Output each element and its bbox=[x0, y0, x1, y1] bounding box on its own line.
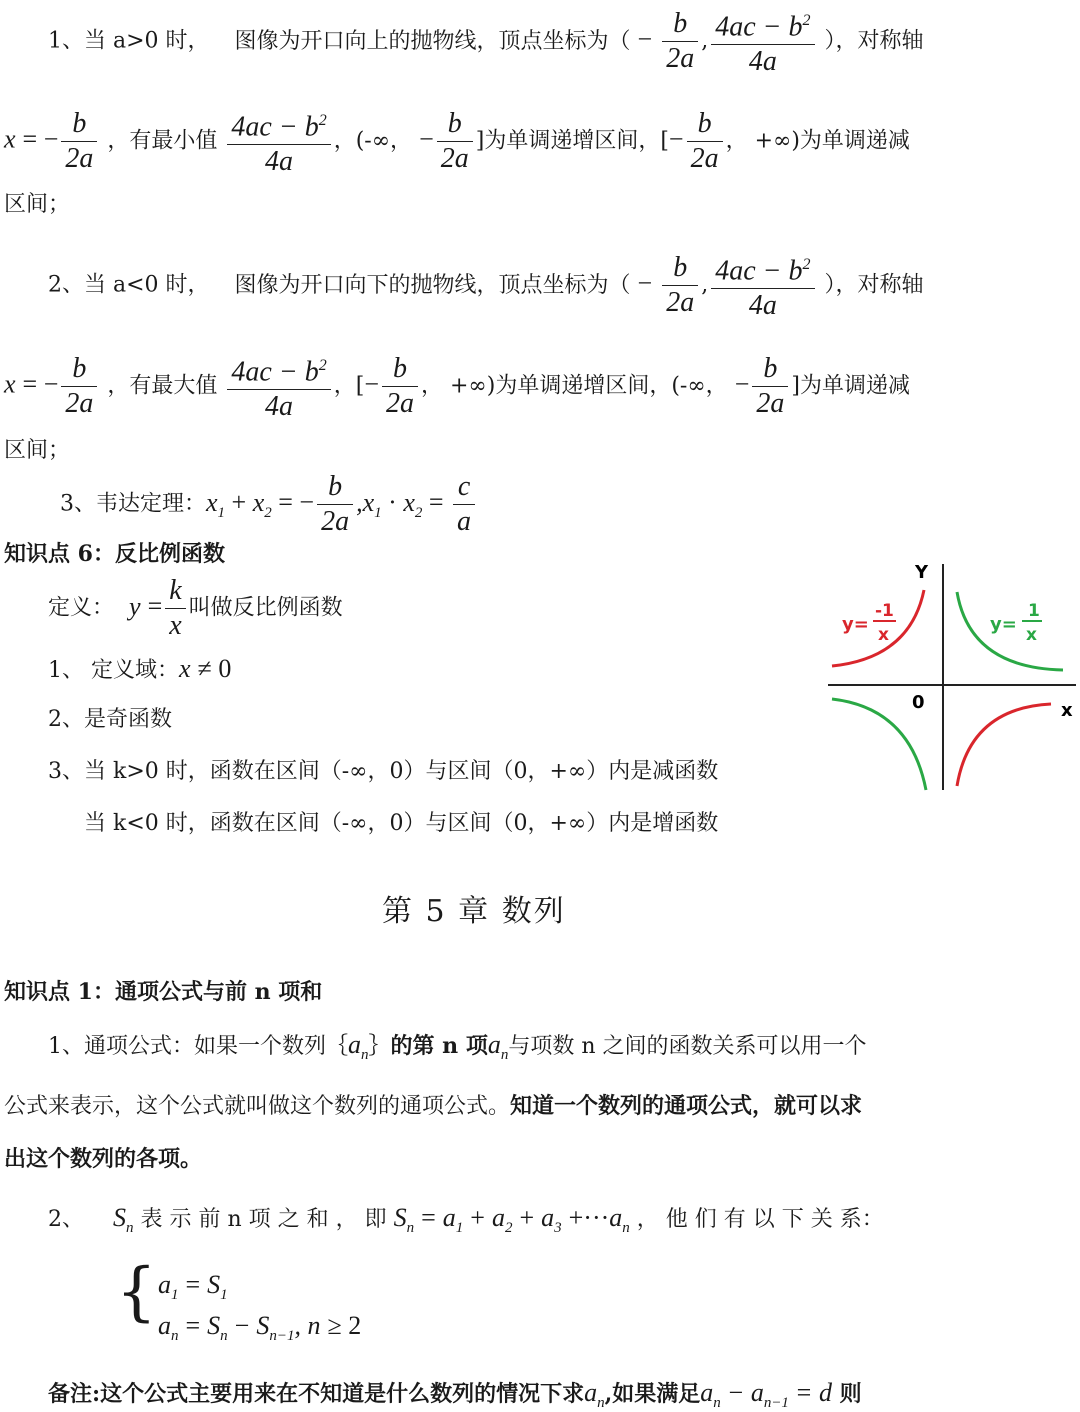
item1-min-label: ，有最小值 bbox=[107, 128, 218, 154]
note-b: ,如果满足 bbox=[604, 1381, 701, 1407]
sec6-definition: 定义： y = $\frac{k}{x}$ 叫做反比例函数 bbox=[48, 575, 343, 641]
note-a: 备注:这个公式主要用来在不知道是什么数列的情况下求 bbox=[48, 1381, 585, 1407]
axis-fraction: $\frac{b}{2a}$ bbox=[61, 107, 97, 176]
fraction-b-2a: $\frac{b}{2a}$ bbox=[437, 107, 473, 176]
p1e: 公式来表示，这个公式就叫做这个数列的通项公式。 bbox=[4, 1094, 511, 1119]
p1a: 1、通项公式：如果一个数列｛ bbox=[48, 1034, 348, 1059]
fraction-4ac-b2-4a: $\frac{4ac - b^2}{4a}$ bbox=[711, 248, 814, 323]
item2-dec: ]为单调递减 bbox=[791, 373, 910, 399]
label-pos-k-denominator: x bbox=[1026, 625, 1037, 645]
sec1-p1-line1: 1、通项公式：如果一个数列$\{a_n\}$的第 n 项$a_n$与项数 n 之间的函数关系可以用一个 bbox=[48, 1030, 867, 1064]
item1-line2: x = − $\frac{b}{2a}$ ，有最小值 $\frac{4ac - b^2}{4a}$ ，(-∞， − $\frac{b}{2a}$ ]为单调递增区间，[− $\frac{b}{2a}$ ， +∞)为单调递减 bbox=[4, 104, 910, 179]
sec1-p1-line2 bbox=[4, 1095, 862, 1118]
label-neg-k-prefix: y= bbox=[842, 614, 869, 635]
item1-inc: ]为单调递增区间，[ bbox=[475, 128, 669, 154]
vieta-line: 3、韦达定理：$x_1 + x_2$ = − $\frac{b}{2a}$ $,x_1 \cdot x_2$ = $\frac{c}{a}$ bbox=[60, 470, 478, 539]
p1b: ｝ bbox=[368, 1034, 391, 1059]
p2c: ， 他 们 有 以 下 关 系： bbox=[636, 1207, 884, 1232]
item1-lead: 1、当 a>0 时， bbox=[48, 28, 210, 54]
note-c: 则 bbox=[839, 1381, 862, 1407]
fraction-b-2a: $\frac{b}{2a}$ bbox=[662, 251, 698, 320]
p2b: 表 示 前 n 项 之 和 ， 即 bbox=[140, 1207, 387, 1232]
p1f: 知道一个数列的通项公式，就可以求 bbox=[510, 1093, 863, 1119]
fraction-b-2a: $\frac{b}{2a}$ bbox=[382, 352, 418, 421]
item2-tail: ），对称轴 bbox=[824, 272, 924, 298]
label-neg-k bbox=[842, 601, 896, 645]
sec1-p2: 2、 $S_n$ 表 示 前 n 项 之 和 ， 即 $S_n = a_1 + a_2 + a_3 +\cdot\cdot\cdot a_n$ ， 他 们 有 以 下 关 系： bbox=[48, 1203, 884, 1237]
fraction-k-x: $\frac{k}{x}$ bbox=[165, 574, 185, 643]
sec6-p2: 2、是奇函数 bbox=[48, 707, 172, 732]
item2-line1: 2、当 a<0 时， 图像为开口向下的抛物线，顶点坐标为（ − $\frac{b}{2a}$ , $\frac{4ac - b^2}{4a}$ ），对称轴 bbox=[48, 248, 924, 323]
item1-wrap: 区间； bbox=[4, 192, 71, 217]
system-eq2: $a_n = S_n - S_{n-1}$, n ≥ 2 bbox=[158, 1311, 362, 1345]
label-pos-k-prefix: y= bbox=[990, 614, 1017, 635]
vertex-y-fraction: $\frac{4ac - b^2}{4a}$ bbox=[711, 4, 814, 79]
item2-inc: )为单调递增区间，( bbox=[486, 373, 680, 399]
max-value-fraction: $\frac{4ac - b^2}{4a}$ bbox=[227, 349, 330, 424]
label-neg-k-denominator: x bbox=[878, 625, 889, 645]
fraction-b-2a: $\frac{b}{2a}$ bbox=[752, 352, 788, 421]
sec6-p3b: 当 k<0 时，函数在区间（-∞，0）与区间（0，+∞）内是增函数 bbox=[84, 811, 719, 836]
chapter-title: 第 5 章 数列 bbox=[382, 894, 566, 929]
item1-line1: 1、当 a>0 时， 图像为开口向上的抛物线，顶点坐标为（ − $\frac{b}{2a}$ , $\frac{4ac - b^2}{4a}$ ），对称轴 bbox=[48, 4, 924, 79]
min-value-fraction: $\frac{4ac - b^2}{4a}$ bbox=[227, 104, 330, 179]
fraction-b-2a: $\frac{b}{2a}$ bbox=[687, 107, 723, 176]
hyperbola-graph bbox=[820, 558, 1080, 798]
item1-tail: ），对称轴 bbox=[824, 28, 924, 54]
curve-neg-k-lower-right bbox=[957, 704, 1051, 786]
item2-lead: 2、当 a<0 时， bbox=[48, 272, 210, 298]
label-neg-k-numerator: -1 bbox=[875, 601, 894, 621]
fraction-b-2a: $\frac{b}{2a}$ bbox=[61, 352, 97, 421]
system-eq1: $a_1 = S_1$ bbox=[158, 1270, 228, 1304]
sec1-heading: 知识点 1：通项公式与前 n 项和 bbox=[4, 979, 323, 1005]
sec6-heading: 知识点 6：反比例函数 bbox=[4, 541, 225, 567]
label-pos-k bbox=[990, 601, 1042, 645]
def-label: 定义： bbox=[48, 595, 115, 621]
system-brace: { bbox=[116, 1255, 157, 1329]
item2-desc: 图像为开口向下的抛物线，顶点坐标为（ bbox=[234, 272, 631, 298]
item1-dec: 为单调递减 bbox=[799, 128, 910, 154]
item2-wrap: 区间； bbox=[4, 438, 71, 463]
sec6-p3a: 3、当 k>0 时，函数在区间（-∞，0）与区间（0，+∞）内是减函数 bbox=[48, 759, 719, 784]
item2-line2: x = − $\frac{b}{2a}$ ，有最大值 $\frac{4ac - b^2}{4a}$ ，[− $\frac{b}{2a}$ ， +∞)为单调递增区间，(-∞， − $\frac{b}{2a}$ ]为单调递减 bbox=[4, 349, 910, 424]
def-suffix: 叫做反比例函数 bbox=[188, 595, 343, 621]
sec6-p1: 1、 定义域：x ≠ 0 bbox=[48, 654, 232, 683]
p1-label: 1、 定义域： bbox=[48, 658, 179, 683]
y-axis-label: Y bbox=[915, 562, 929, 583]
item2-max-label: ，有最大值 bbox=[107, 373, 218, 399]
vieta-lead: 3、韦达定理： bbox=[60, 491, 206, 517]
fraction-c-a: $\frac{c}{a}$ bbox=[453, 470, 475, 539]
label-pos-k-numerator: 1 bbox=[1028, 601, 1040, 621]
vertex-x-fraction: $\frac{b}{2a}$ bbox=[662, 7, 698, 76]
item1-desc: 图像为开口向上的抛物线，顶点坐标为（ bbox=[234, 28, 631, 54]
x-axis-label: x bbox=[1061, 700, 1073, 721]
fraction-b-2a: $\frac{b}{2a}$ bbox=[317, 470, 353, 539]
sec1-note: 备注:这个公式主要用来在不知道是什么数列的情况下求$a_n$,如果满足$a_n - a_{n-1} = d$ 则 bbox=[48, 1378, 862, 1412]
sec1-p1-line3: 出这个数列的各项。 bbox=[4, 1146, 203, 1172]
origin-label: 0 bbox=[912, 692, 925, 713]
p2a: 2、 bbox=[48, 1207, 84, 1232]
p1c: 的第 n 项 bbox=[390, 1033, 488, 1059]
p1d: 与项数 n 之间的函数关系可以用一个 bbox=[508, 1034, 867, 1059]
